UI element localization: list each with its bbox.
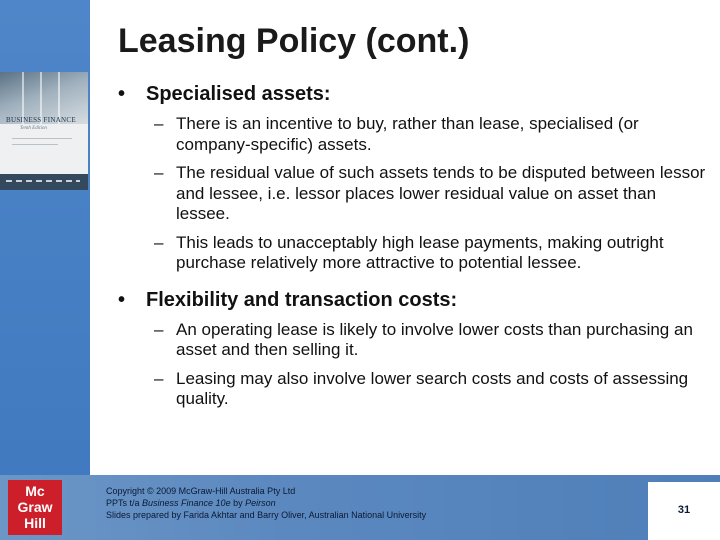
- slide-title: Leasing Policy (cont.): [118, 22, 470, 60]
- bullet-marker: •: [118, 288, 126, 311]
- book-title: BUSINESS FINANCE: [6, 116, 76, 124]
- sub-bullet: [118, 114, 708, 155]
- dash-marker: –: [154, 232, 164, 252]
- dash-marker: –: [154, 163, 164, 182]
- bullet-marker: •: [118, 83, 126, 105]
- footer-prepared-by: Slides prepared by Farida Akhtar and Barry Oliver, Australian National University: [106, 510, 427, 520]
- bullet-text: Specialised assets:: [146, 83, 331, 105]
- footer-credits: [106, 485, 426, 521]
- sub-bullet-text: There is an incentive to buy, rather than lease, specialised (or company-specific) assets.: [176, 114, 639, 154]
- sub-bullet: [118, 233, 708, 274]
- dash-marker: –: [154, 319, 164, 339]
- dash-marker: –: [154, 368, 164, 388]
- book-cover-image: [0, 72, 88, 190]
- book-cover-band: [0, 174, 88, 190]
- sub-bullet: [118, 320, 708, 361]
- sub-bullet: [118, 163, 708, 225]
- page-number: 31: [677, 504, 691, 516]
- footer-ppts: PPTs t/a Business Finance 10e by Peirson: [106, 498, 276, 508]
- book-subtitle: Tenth Edition: [20, 126, 47, 131]
- slide-content: [118, 82, 708, 410]
- logo-line: Mc: [25, 483, 45, 499]
- logo-line: Hill: [24, 515, 46, 531]
- dash-marker: –: [154, 114, 164, 133]
- page-number-box: [648, 482, 720, 540]
- sub-bullet-text: Leasing may also involve lower search costs and costs of assessing quality.: [176, 368, 689, 408]
- sub-bullet: [118, 369, 708, 410]
- sub-bullet-text: This leads to unacceptably high lease payments, making outright purchase relatively more attractive to potential lessee.: [176, 232, 664, 272]
- mcgraw-hill-logo: [8, 480, 62, 535]
- logo-line: Graw: [17, 499, 53, 515]
- bullet-text: Flexibility and transaction costs:: [146, 288, 458, 311]
- bullet-specialised-assets: [118, 82, 708, 106]
- bullet-flexibility-costs: [118, 288, 708, 312]
- sub-bullet-text: The residual value of such assets tends to be disputed between lessor and lessee, i.e. lessor places lower residual value on asset than lessee.: [176, 163, 706, 223]
- sub-bullet-text: An operating lease is likely to involve lower costs than purchasing an asset and then selling it.: [176, 319, 693, 359]
- footer-copyright: Copyright © 2009 McGraw-Hill Australia Pty Ltd: [106, 486, 296, 496]
